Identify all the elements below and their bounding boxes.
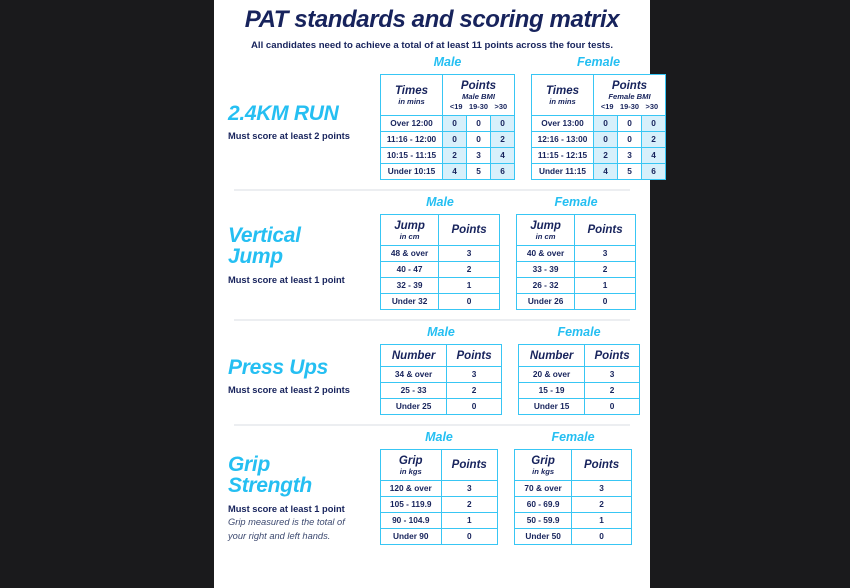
section-grip-extra-note-line1: Grip measured is the total of [228, 516, 345, 527]
row-points-1: 5 [467, 163, 491, 179]
label-male: Male [426, 194, 454, 209]
jump-female-table [516, 214, 636, 310]
table-row [381, 528, 498, 544]
row-points: 2 [441, 496, 498, 512]
run-male-table [380, 74, 515, 180]
section-grip-title-line2: Strength [228, 474, 312, 498]
grip-male-table [380, 449, 498, 545]
row-points-0: 0 [594, 115, 618, 131]
row-label: Over 13:00 [532, 115, 594, 131]
table-row [381, 293, 500, 309]
row-label: 40 - 47 [381, 261, 439, 277]
header-unit: in cm [399, 231, 420, 241]
row-label: Under 26 [517, 293, 575, 309]
row-label: 60 - 69.9 [515, 496, 572, 512]
row-points: 3 [572, 480, 632, 496]
grip-female-col1-header [515, 449, 572, 480]
jump-male-points-header [439, 214, 500, 245]
row-points-2: 2 [491, 131, 515, 147]
section-grip-labels [228, 430, 380, 543]
section-press-note: Must score at least 2 points [228, 385, 350, 396]
table-row [519, 366, 640, 382]
header-text: Times [545, 84, 580, 97]
row-points-1: 0 [467, 131, 491, 147]
press-male-table-wrap [380, 325, 502, 415]
run-male-table-wrap [380, 55, 515, 180]
label-female: Female [576, 55, 621, 69]
table-row [532, 163, 666, 179]
header-unit: in kgs [399, 466, 422, 476]
row-points: 2 [447, 382, 502, 398]
jump-female-table-wrap [516, 195, 636, 310]
row-points: 1 [572, 512, 632, 528]
row-label: 34 & over [381, 366, 447, 382]
section-press-labels [228, 325, 380, 395]
label-female: Female [554, 194, 598, 209]
header-text: Points [460, 80, 497, 92]
press-female-table-wrap [518, 325, 640, 415]
bmi-col-1: 19-30 [620, 102, 639, 112]
row-label: 40 & over [517, 245, 575, 261]
table-row [381, 131, 515, 147]
press-female-col1-header [519, 344, 585, 366]
jump-female-points-header [575, 214, 636, 245]
header-unit: in mins [549, 96, 576, 106]
table-row [532, 147, 666, 163]
row-label: 120 & over [381, 480, 442, 496]
row-points-0: 2 [443, 147, 467, 163]
bmi-col-0: <19 [449, 102, 463, 112]
table-row [517, 277, 636, 293]
table-header-row [381, 75, 515, 116]
row-points-0: 0 [443, 115, 467, 131]
row-label: Over 12:00 [381, 115, 443, 131]
row-label: 10:15 - 11:15 [381, 147, 443, 163]
table-row [519, 398, 640, 414]
row-points-1: 3 [618, 147, 642, 163]
press-male-table [380, 344, 502, 415]
row-points-0: 4 [594, 163, 618, 179]
section-run-tables [380, 55, 666, 180]
header-text: Number [529, 349, 574, 362]
header-text: Points [594, 349, 630, 362]
header-text: Points [611, 80, 648, 92]
table-row [381, 277, 500, 293]
table-row [381, 163, 515, 179]
row-points: 2 [439, 261, 500, 277]
section-jump-tables [380, 195, 636, 310]
table-row [381, 496, 498, 512]
section-press-tables [380, 325, 640, 415]
section-grip-title-line1: Grip [228, 452, 270, 476]
run-male-times-header [381, 75, 443, 116]
bmi-subheaders [596, 103, 663, 111]
row-points: 3 [439, 245, 500, 261]
row-points: 1 [441, 512, 498, 528]
table-row [381, 147, 515, 163]
jump-female-col1-header [517, 214, 575, 245]
table-row [381, 480, 498, 496]
page-subtitle: All candidates need to achieve a total of at least 11 points across the four tests. [250, 40, 613, 51]
run-female-times-header [532, 75, 594, 116]
table-header-row [517, 214, 636, 245]
table-row [519, 382, 640, 398]
row-points-1: 0 [467, 115, 491, 131]
row-points: 0 [439, 293, 500, 309]
table-row [532, 131, 666, 147]
row-label: 11:16 - 12:00 [381, 131, 443, 147]
row-label: Under 11:15 [532, 163, 594, 179]
row-points: 0 [447, 398, 502, 414]
row-points: 3 [585, 366, 640, 382]
row-label: 11:15 - 12:15 [532, 147, 594, 163]
label-male: Male [427, 324, 455, 339]
table-header-row [381, 449, 498, 480]
section-run-title: 2.4KM RUN [228, 102, 339, 125]
row-label: 32 - 39 [381, 277, 439, 293]
header-unit: in kgs [532, 466, 555, 476]
header-text: Grip [531, 454, 555, 467]
table-header-row [515, 449, 632, 480]
run-female-table [531, 74, 666, 180]
row-points: 2 [572, 496, 632, 512]
table-row [381, 245, 500, 261]
table-row [515, 496, 632, 512]
bmi-col-0: <19 [600, 102, 614, 112]
row-points: 3 [441, 480, 498, 496]
grip-male-col1-header [381, 449, 442, 480]
header-unit: in mins [398, 96, 425, 106]
table-row [517, 261, 636, 277]
header-text: Times [394, 84, 429, 97]
jump-male-col1-header [381, 214, 439, 245]
row-points: 0 [575, 293, 636, 309]
row-points: 1 [439, 277, 500, 293]
section-grip-note: Must score at least 1 point [228, 503, 345, 514]
row-label: Under 50 [515, 528, 572, 544]
row-label: 26 - 32 [517, 277, 575, 293]
table-header-row [381, 344, 502, 366]
row-points-0: 0 [594, 131, 618, 147]
table-header-row [519, 344, 640, 366]
table-row [517, 293, 636, 309]
row-points-2: 4 [491, 147, 515, 163]
header-unit: Male BMI [462, 92, 495, 102]
section-jump-title-line1: Vertical [228, 223, 301, 247]
row-label: 50 - 59.9 [515, 512, 572, 528]
table-row [515, 528, 632, 544]
row-label: Under 10:15 [381, 163, 443, 179]
section-grip-extra-note-line2: your right and left hands. [228, 531, 331, 542]
grip-female-points-header [572, 449, 632, 480]
page-header [228, 0, 636, 51]
run-female-points-header [594, 75, 666, 116]
section-press-title: Press Ups [228, 355, 329, 379]
header-text: Jump [530, 219, 561, 232]
row-points-2: 0 [642, 115, 666, 131]
grip-male-table-wrap [380, 430, 498, 545]
section-jump-note: Must score at least 1 point [228, 274, 345, 285]
section-jump-labels [228, 195, 380, 285]
table-row [532, 115, 666, 131]
row-label: Under 15 [519, 398, 585, 414]
header-text: Jump [394, 219, 425, 232]
row-label: 12:16 - 13:00 [532, 131, 594, 147]
row-points: 3 [447, 366, 502, 382]
section-run-note: Must score at least 2 points [228, 131, 350, 142]
row-points: 0 [441, 528, 498, 544]
table-header-row [532, 75, 666, 116]
document-page [214, 0, 659, 588]
row-points: 3 [575, 245, 636, 261]
section-grip-strength [228, 426, 636, 545]
row-label: 105 - 119.9 [381, 496, 442, 512]
row-label: 33 - 39 [517, 261, 575, 277]
row-label: Under 90 [381, 528, 442, 544]
table-row [381, 261, 500, 277]
row-points-1: 3 [467, 147, 491, 163]
row-label: Under 25 [381, 398, 447, 414]
row-points: 0 [572, 528, 632, 544]
row-points-0: 0 [443, 131, 467, 147]
bmi-col-1: 19-30 [469, 102, 488, 112]
press-female-points-header [585, 344, 640, 366]
header-unit: Female BMI [608, 92, 651, 102]
row-label: 70 & over [515, 480, 572, 496]
bmi-col-2: >30 [494, 102, 508, 112]
row-points-1: 0 [618, 131, 642, 147]
table-row [381, 366, 502, 382]
press-male-points-header [447, 344, 502, 366]
label-female: Female [557, 324, 601, 339]
table-header-row [381, 214, 500, 245]
header-text: Points [451, 459, 487, 472]
grip-female-table-wrap [514, 430, 632, 545]
section-grip-tables [380, 430, 636, 545]
jump-male-table-wrap [380, 195, 500, 310]
table-row [381, 398, 502, 414]
table-row [515, 512, 632, 528]
row-points-0: 4 [443, 163, 467, 179]
header-text: Points [584, 459, 620, 472]
run-male-points-header [443, 75, 515, 116]
label-male: Male [433, 55, 462, 69]
header-text: Number [391, 349, 436, 362]
row-points: 2 [575, 261, 636, 277]
label-female: Female [551, 429, 595, 444]
row-points: 0 [585, 398, 640, 414]
press-male-col1-header [381, 344, 447, 366]
row-label: 90 - 104.9 [381, 512, 442, 528]
table-row [517, 245, 636, 261]
bmi-col-2: >30 [645, 102, 659, 112]
bmi-subheaders [445, 103, 512, 111]
run-female-table-wrap [531, 55, 666, 180]
grip-male-points-header [441, 449, 498, 480]
row-label: 20 & over [519, 366, 585, 382]
table-row [515, 480, 632, 496]
row-points: 1 [575, 277, 636, 293]
row-points-1: 0 [618, 115, 642, 131]
row-points-2: 6 [491, 163, 515, 179]
header-text: Grip [398, 454, 423, 467]
press-female-table [518, 344, 640, 415]
row-label: 48 & over [381, 245, 439, 261]
row-label: Under 32 [381, 293, 439, 309]
label-male: Male [425, 429, 453, 444]
header-text: Points [587, 224, 623, 237]
row-points-2: 2 [642, 131, 666, 147]
section-run-labels [228, 55, 380, 141]
row-points-2: 4 [642, 147, 666, 163]
row-points-2: 6 [642, 163, 666, 179]
table-row [381, 382, 502, 398]
row-points-0: 2 [594, 147, 618, 163]
table-row [381, 115, 515, 131]
row-label: 25 - 33 [381, 382, 447, 398]
header-text: Points [456, 349, 492, 362]
section-jump [228, 191, 636, 310]
header-text: Points [451, 224, 487, 237]
row-label: 15 - 19 [519, 382, 585, 398]
section-run [228, 51, 659, 180]
header-unit: in cm [535, 231, 556, 241]
row-points-1: 5 [618, 163, 642, 179]
jump-male-table [380, 214, 500, 310]
row-points: 2 [585, 382, 640, 398]
page-title: PAT standards and scoring matrix [244, 6, 620, 33]
section-jump-title-line2: Jump [228, 245, 283, 269]
grip-female-table [514, 449, 632, 545]
row-points-2: 0 [491, 115, 515, 131]
section-press-ups [228, 321, 636, 415]
table-row [381, 512, 498, 528]
